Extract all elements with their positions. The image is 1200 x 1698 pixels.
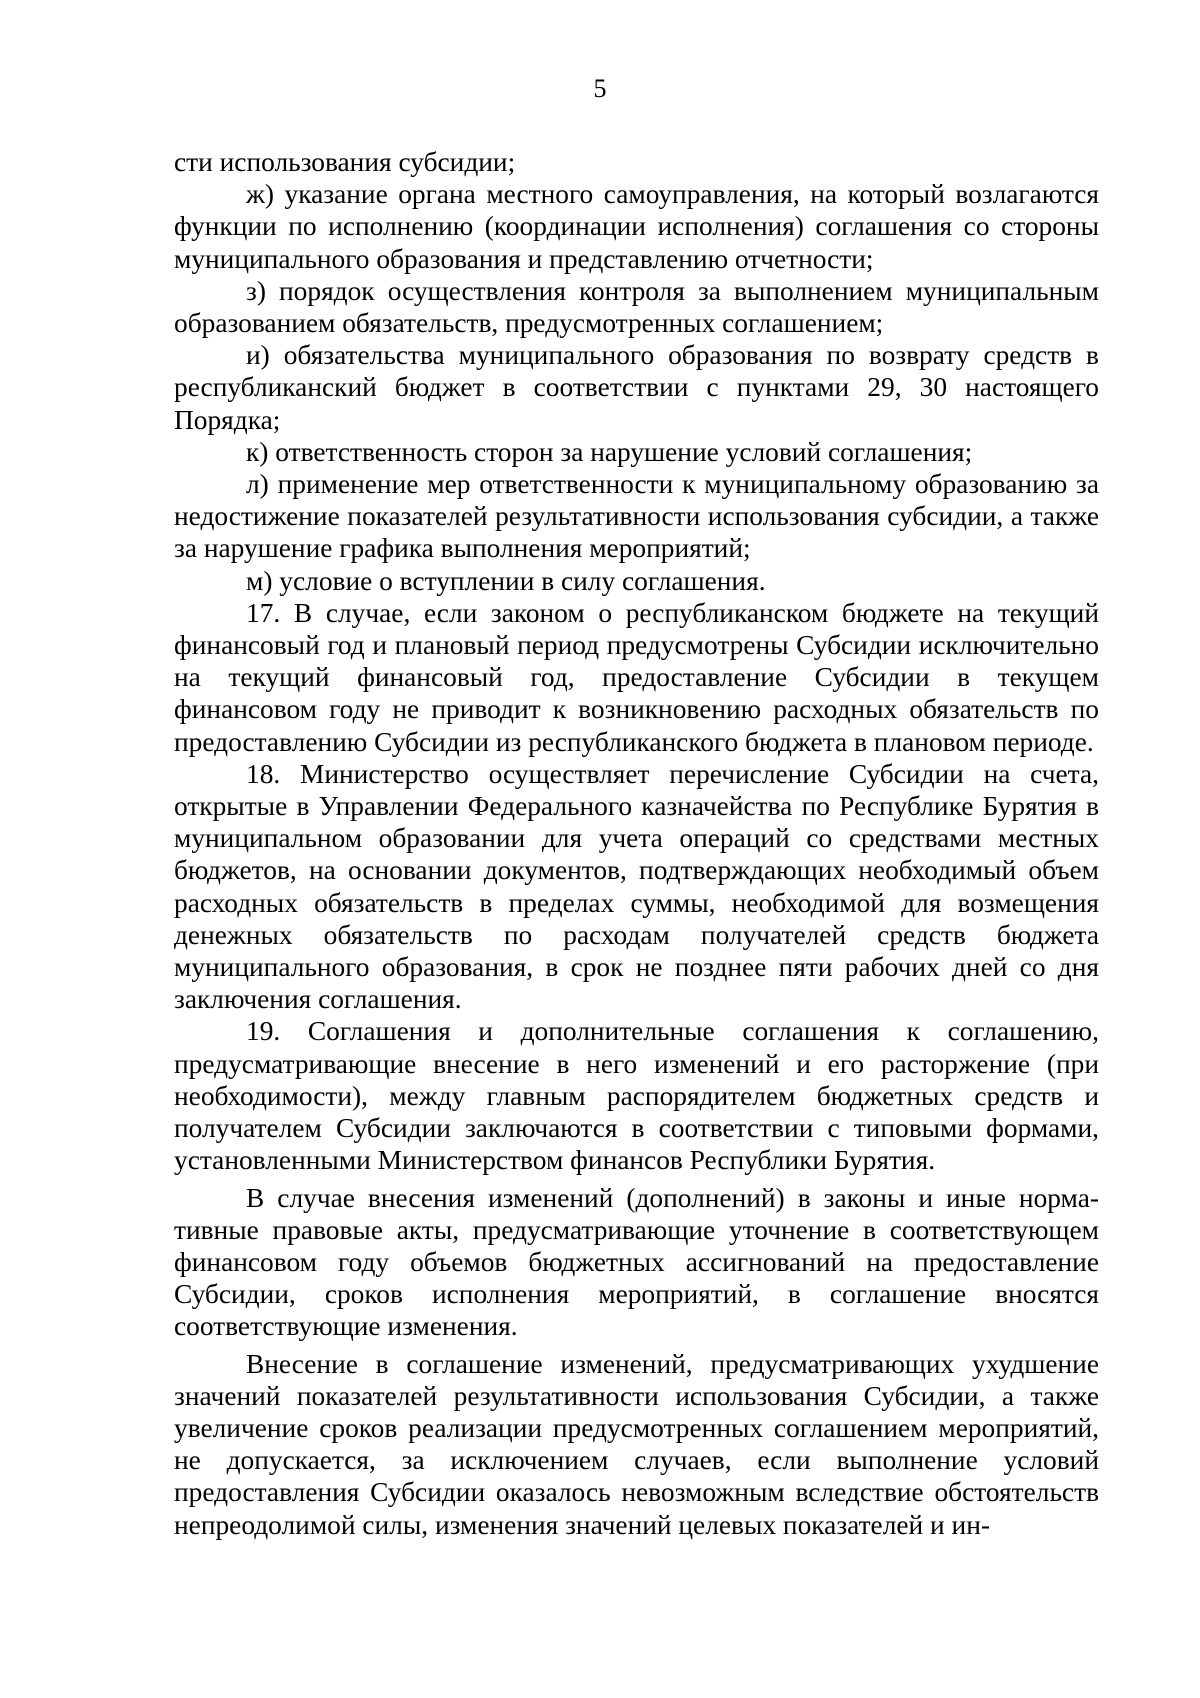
- clause-19: 19. Соглашения и дополнительные соглашения к соглашению, предусматривающие внесение в него изменений и его расторжение (при необходимости), между главным распорядителем бюджетных средств и получателем Субсидии заключаются в соответствии с типовыми формами, установленными Министерством финансов Республики Бурятия.: [174, 1016, 1099, 1176]
- clause-17: 17. В случае, если законом о республиканском бюджете на текущий финансовый год и плановый период предусмотрены Субсидии исключительно на текущий финансовый год, предоставление Субсидии в текущем финансовом году не приводит к возникновению расходных обязательств по предоставлению Субсидии из республиканского бюджета в плановом периоде.: [174, 597, 1099, 757]
- paragraph-restrictions: Внесение в соглашение изменений, предусматривающих ухудшение значений показателей результативности использования Субсидии, а также увеличение сроков реализации предусмотренных соглашением мероприятий, не допускается, за исключением случаев, если выполнение условий предоставления Субсидии оказалось невозможным вследствие обстоятельств непреодолимой силы, изменения значений целевых показателей и ин-: [174, 1348, 1099, 1540]
- clause-18: 18. Министерство осуществляет перечисление Субсидии на счета, открытые в Управлении Федерального казначейства по Республике Бурятия в муниципальном образовании для учета операций со средствами местных бюджетов, на основании документов, подтверждающих необходимый объем расходных обязательств в пределах суммы, необходимой для возмещения денежных обязательств по расходам получателей средств бюджета муниципального образования, в срок не позднее пяти рабочих дней со дня заключения соглашения.: [174, 758, 1099, 1015]
- list-item-l: л) применение мер ответственности к муниципальному образованию за недостижение показателей результативности использования субсидии, а также за нарушение графика выполнения мероприятий;: [174, 469, 1099, 564]
- paragraph-amendments: В случае внесения изменений (дополнений) в законы и иные нормативные правовые акты, предусматривающие уточнение в соответствующем финансовом году объемов бюджетных ассигнований на предоставление Субсидии, сроков исполнения мероприятий, в соглашение вносятся соответствующие изменения.: [174, 1182, 1099, 1342]
- list-item-k: к) ответственность сторон за нарушение условий соглашения;: [246, 436, 973, 467]
- page-number: 5: [593, 74, 607, 103]
- list-item-z: з) порядок осуществления контроля за выполнением муниципальным образованием обязательств, предусмотренных соглашением;: [174, 275, 1099, 339]
- list-item-i: и) обязательства муниципального образования по возврату средств в республиканский бюджет в соответствии с пунктами 29, 30 настоящего Порядка;: [174, 340, 1099, 435]
- paragraph-continuation: сти использования субсидии;: [174, 147, 516, 177]
- list-item-zh: ж) указание органа местного самоуправления, на который возлагаются функции по исполнению (координации исполнения) соглашения со стороны муниципального образования и представлению отчетности;: [174, 179, 1099, 274]
- document-body: [174, 146, 1099, 1541]
- list-item-m: м) условие о вступлении в силу соглашения.: [246, 565, 766, 596]
